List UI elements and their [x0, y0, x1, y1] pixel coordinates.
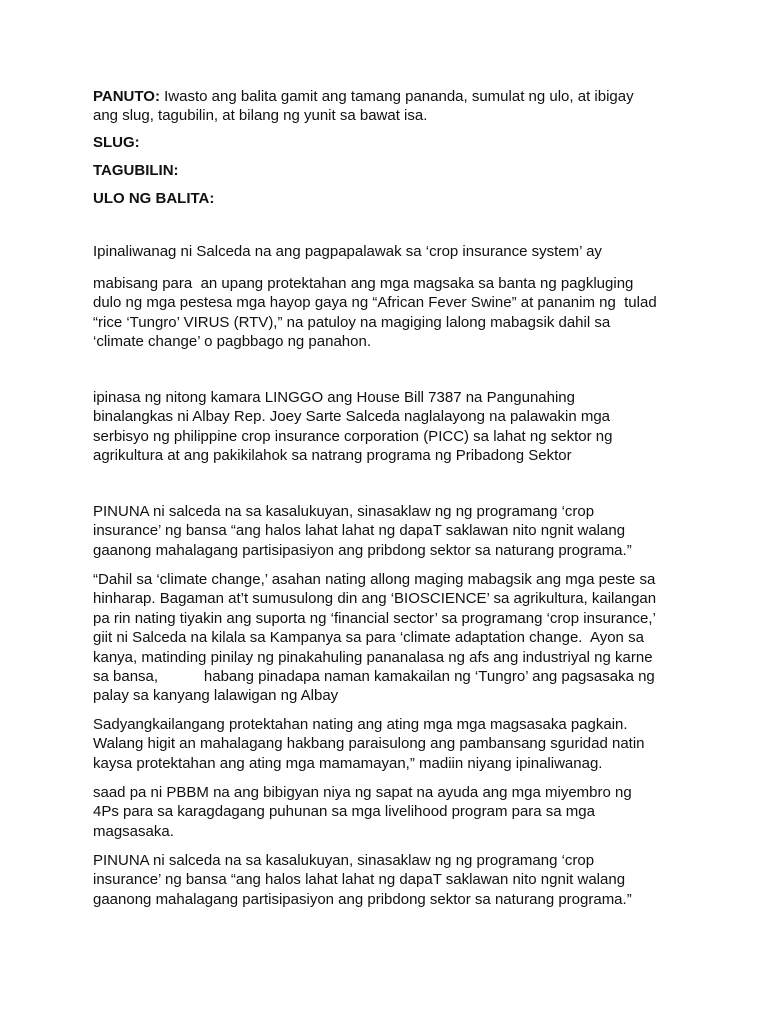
body-paragraph	[93, 851, 683, 909]
paragraph-line: binalangkas ni Albay Rep. Joey Sarte Salceda naglalayong na palawakin mga	[93, 408, 611, 426]
paragraph-line: serbisyo ng philippine crop insurance corporation (PICC) sa lahat ng sektor ng	[93, 427, 613, 445]
ulo-ng-balita-label: ULO NG BALITA:	[93, 190, 215, 207]
body-paragraph	[93, 388, 683, 466]
body-paragraph	[93, 274, 683, 352]
body-paragraph	[93, 570, 683, 706]
paragraph-line: ‘climate change’ o pagbbago ng panahon.	[93, 333, 371, 351]
paragraph-line: kaysa protektahan ang ating mga mamamayan,” madiin niyang ipinaliwanag.	[93, 754, 603, 772]
paragraph-line: Ipinaliwanag ni Salceda na ang pagpapalawak sa ‘crop insurance system’ ay	[93, 243, 602, 260]
paragraph-line: saad pa ni PBBM na ang bibigyan niya ng sapat na ayuda ang mga miyembro ng	[93, 784, 632, 801]
paragraph-line: kanya, matinding pinilay ng pinakahuling pananalasa ng afs ang industriyal ng karne	[93, 648, 653, 666]
paragraph-line: palay sa kanyang lalawigan ng Albay	[93, 687, 339, 705]
paragraph-line: gaanong mahalagang partisipasiyon ang pribdong sektor sa naturang programa.”	[93, 541, 632, 559]
paragraph-line: PINUNA ni salceda na sa kasalukuyan, sinasaklaw ng ng programang ‘crop	[93, 503, 595, 520]
body-paragraph	[93, 502, 683, 560]
instruction-label: PANUTO:	[93, 88, 160, 105]
paragraph-line: insurance’ ng bansa “ang halos lahat lahat ng dapaT saklawan nito ngnit walang	[93, 522, 626, 540]
body-paragraph	[93, 783, 683, 841]
instruction-text: Iwasto ang balita gamit ang tamang pananda, sumulat ng ulo, at ibigay	[159, 88, 634, 105]
slug-label: SLUG:	[93, 134, 140, 151]
instruction-line: ang slug, tagubilin, at bilang ng yunit sa bawat isa.	[93, 107, 428, 125]
paragraph-line: sa bansa, habang pinadapa naman kamakailan ng ‘Tungro’ ang pagsasaka ng	[93, 668, 655, 686]
paragraph-line: PINUNA ni salceda na sa kasalukuyan, sinasaklaw ng ng programang ‘crop	[93, 852, 595, 869]
paragraph-line: “Dahil sa ‘climate change,’ asahan nating allong maging mabagsik ang mga peste sa	[93, 571, 656, 588]
paragraph-line: agrikultura at ang pakikilahok sa natrang programa ng Pribadong Sektor	[93, 447, 572, 465]
paragraph-line: ipinasa ng nitong kamara LINGGO ang House Bill 7387 na Pangunahing	[93, 389, 575, 406]
body-paragraph	[93, 242, 683, 261]
paragraph-line: gaanong mahalagang partisipasiyon ang pribdong sektor sa naturang programa.”	[93, 890, 632, 908]
paragraph-line: pa rin nating tiyakin ang suporta ng ‘financial sector’ sa programang ‘crop insurance,’	[93, 609, 656, 627]
paragraph-line: hinharap. Bagaman at’t sumusulong din ang ‘BIOSCIENCE’ sa agrikultura, kailangan	[93, 590, 657, 608]
body-paragraph	[93, 715, 683, 773]
instruction-paragraph	[93, 87, 683, 126]
paragraph-line: dulo ng mga pestesa mga hayop gaya ng “African Fever Swine” at pananim ng tulad	[93, 294, 657, 312]
paragraph-line: 4Ps para sa karagdagang puhunan sa mga livelihood program para sa mga	[93, 803, 595, 821]
paragraph-line: giit ni Salceda na kilala sa Kampanya sa para ‘climate adaptation change. Ayon sa	[93, 629, 644, 647]
paragraph-line: insurance’ ng bansa “ang halos lahat lahat ng dapaT saklawan nito ngnit walang	[93, 871, 626, 889]
paragraph-line: “rice ‘Tungro’ VIRUS (RTV),” na patuloy na magiging lalong mabagsik dahil sa	[93, 313, 611, 331]
tagubilin-label: TAGUBILIN:	[93, 162, 179, 179]
paragraph-line: Walang higit an mahalagang hakbang paraisulong ang pambansang sguridad natin	[93, 735, 645, 753]
paragraph-line: mabisang para an upang protektahan ang mga magsaka sa banta ng pagkluging	[93, 275, 634, 292]
instruction-line	[93, 87, 683, 106]
paragraph-line: Sadyangkailangang protektahan nating ang ating mga mga magsasaka pagkain.	[93, 716, 628, 733]
paragraph-line: magsasaka.	[93, 822, 174, 840]
